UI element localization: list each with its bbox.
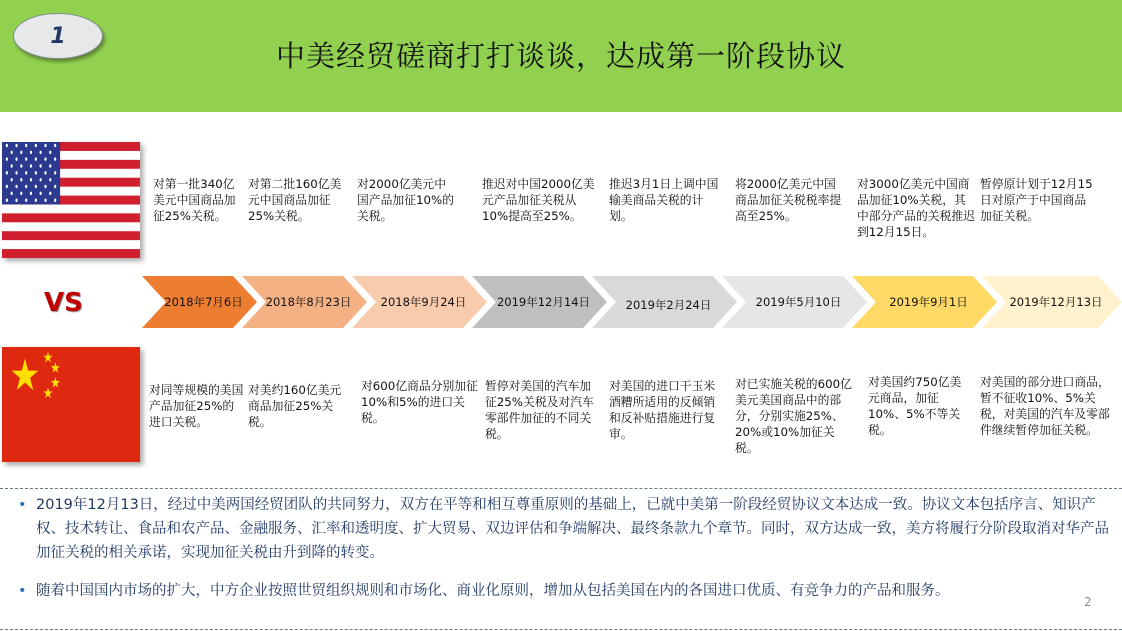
- cn-action-note: 对已实施关税的600亿美元美国商品中的部分，分别实施25%、20%或10%加征关税。: [735, 377, 852, 455]
- vs-label: VS: [44, 288, 83, 318]
- cn-action-note: 暂停对美国的汽车加征25%关税及对汽车零部件加征的不同关税。: [485, 379, 594, 441]
- timeline-date: 2019年2月24日: [625, 298, 712, 312]
- china-flag-icon: [2, 347, 140, 462]
- cn-action-note: 对美国的部分进口商品，暂不征收10%、5%关税，对美国的汽车及零部件继续暂停加征关税。: [980, 375, 1110, 437]
- us-action-note: 暂停原计划于12月15日对原产于中国商品加征关税。: [980, 177, 1093, 223]
- header-bar: [0, 0, 1122, 112]
- summary-box: [0, 488, 1122, 630]
- bullet-dot-icon: •: [18, 583, 27, 599]
- timeline-date: 2018年8月23日: [265, 295, 352, 309]
- bullet-dot-icon: •: [18, 497, 27, 513]
- timeline-date: 2018年9月24日: [380, 295, 467, 309]
- cn-action-note: 对同等规模的美国产品加征25%的进口关税。: [149, 383, 244, 429]
- timeline-date: 2018年7月6日: [164, 295, 243, 309]
- us-action-note: 推迟3月1日上调中国输美商品关税的计划。: [609, 177, 719, 223]
- timeline-date: 2019年12月14日: [496, 295, 591, 309]
- cn-action-note: 对美约160亿美元商品加征25%关税。: [248, 383, 342, 429]
- us-action-note: 对第一批340亿美元中国商品加征25%关税。: [153, 177, 236, 223]
- summary-text: 随着中国国内市场的扩大，中方企业按照世贸组织规则和市场化、商业化原则，增加从包括美国在内的各国进口优质、有竞争力的产品和服务。: [36, 583, 950, 599]
- page-number: 2: [1084, 595, 1092, 609]
- timeline-date: 2019年12月13日: [1009, 295, 1103, 309]
- cn-action-note: 对美国的进口干玉米酒糟所适用的反倾销和反补贴措施进行复审。: [609, 379, 716, 441]
- us-flag-icon: [2, 142, 140, 258]
- us-action-note: 将2000亿美元中国商品加征关税税率提高至25%。: [735, 177, 842, 223]
- timeline-date: 2019年9月1日: [889, 295, 968, 309]
- us-action-note: 推迟对中国2000亿美元产品加征关税从10%提高至25%。: [482, 177, 595, 223]
- us-action-note: 对第二批160亿美元中国商品加征25%关税。: [248, 177, 342, 223]
- timeline-date: 2019年5月10日: [755, 295, 842, 309]
- us-action-note: 对2000亿美元中国产品加征10%的关税。: [357, 177, 455, 223]
- section-number-badge: 1: [13, 13, 103, 59]
- page-title: 中美经贸磋商打打谈谈，达成第一阶段协议: [275, 39, 846, 73]
- us-action-note: 对3000亿美元中国商品加征10%关税，其中部分产品的关税推迟到12月15日。: [857, 177, 975, 239]
- cn-action-note: 对美国约750亿美元商品，加征10%、5%不等关税。: [868, 375, 962, 437]
- summary-text: 2019年12月13日，经过中美两国经贸团队的共同努力，双方在平等和相互尊重原则的基础上，已就中美第一阶段经贸协议文本达成一致。协议文本包括序言、知识产权、技术转让、食品和农产品、金融服务、汇率和透明度、扩大贸易、双边评估和争端解决、最终条款九个章节。同时，双方达成一致，美方将履行分阶段取消对华产品加征关税的相关承诺，实现加征关税由升到降的转变。: [36, 497, 1109, 561]
- cn-action-note: 对600亿商品分别加征10%和5%的进口关税。: [361, 379, 478, 425]
